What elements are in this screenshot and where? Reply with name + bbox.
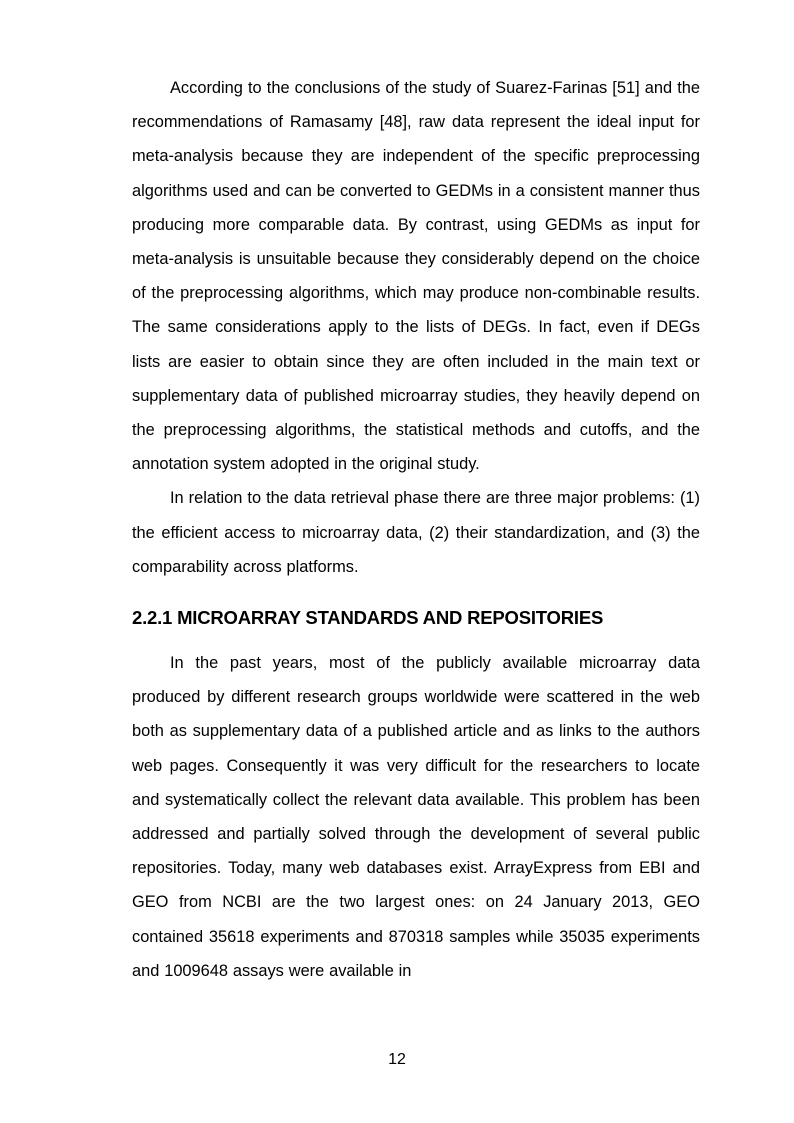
section-heading: 2.2.1 MICROARRAY STANDARDS AND REPOSITORIES <box>132 607 604 629</box>
paragraph-data-retrieval: In relation to the data retrieval phase there are three major problems: (1) the efficient access to microarray data, (2) their standardization, and (3) the comparability across platforms. <box>132 489 700 576</box>
page-body <box>132 71 700 988</box>
paragraph-raw-data: According to the conclusions of the study of Suarez-Farinas [51] and the recommendations of Ramasamy [48], raw data represent the ideal input for meta-analysis because they are independent of the specific preprocessing algorithms used and can be converted to GEDMs in a consistent manner thus producing more comparable data. By contrast, using GEDMs as input for meta-analysis is unsuitable because they considerably depend on the choice of the preprocessing algorithms, which may produce non-combinable results. The same considerations apply to the lists of DEGs. In fact, even if DEGs lists are easier to obtain since they are often included in the main text or supplementary data of published microarray studies, they heavily depend on the preprocessing algorithms, the statistical methods and cutoffs, and the annotation system adopted in the original study. <box>132 79 700 474</box>
page-number: 12 <box>388 1051 406 1068</box>
paragraph-repositories: In the past years, most of the publicly available microarray data produced by different research groups worldwide were scattered in the web both as supplementary data of a published article and as links to the authors web pages. Consequently it was very difficult for the researchers to locate and systematically collect the relevant data available. This problem has been addressed and partially solved through the development of several public repositories. Today, many web databases exist. ArrayExpress from EBI and GEO from NCBI are the two largest ones: on 24 January 2013, GEO contained 35618 experiments and 870318 samples while 35035 experiments and 1009648 assays were available in <box>132 654 700 980</box>
